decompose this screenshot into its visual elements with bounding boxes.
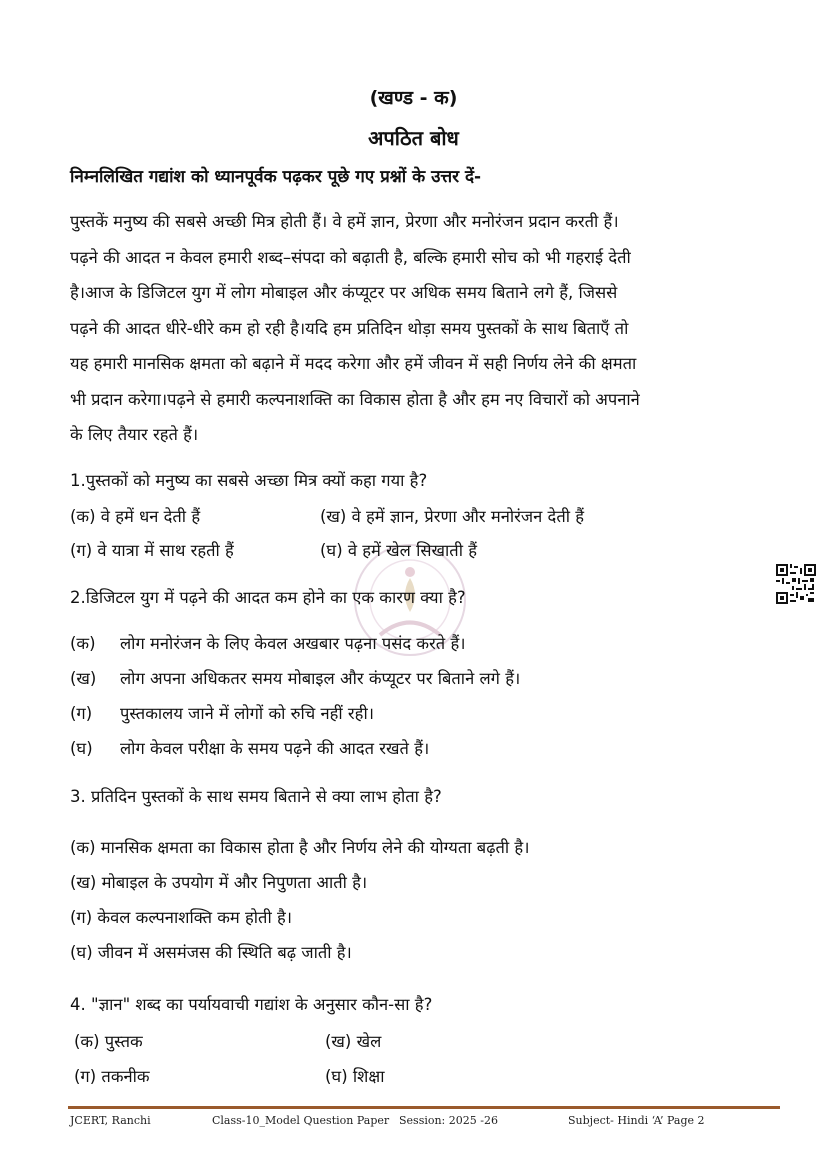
option-label: (ग) bbox=[70, 704, 93, 723]
question-2-option-kha bbox=[70, 666, 520, 689]
question-2-option-ga bbox=[70, 701, 374, 724]
passage-line: के लिए तैयार रहते हैं। bbox=[70, 425, 199, 444]
passage-line: पढ़ने की आदत न केवल हमारी शब्द–संपदा को बढ़ाती है, बल्कि हमारी सोच को भी गहराई देती bbox=[70, 247, 631, 267]
question-4-option-ga: (ग) तकनीक bbox=[74, 1067, 150, 1086]
question-4-option-kha: (ख) खेल bbox=[325, 1032, 382, 1051]
passage-line: यह हमारी मानसिक क्षमता को बढ़ाने में मदद करेगा और हमें जीवन में सही निर्णय लेने की क्षमता bbox=[70, 354, 637, 373]
option-label: (क) bbox=[70, 634, 96, 653]
passage-line: पढ़ने की आदत धीरे-धीरे कम हो रही है।यदि हम प्रतिदिन थोड़ा समय पुस्तकों के साथ बिताएँ तो bbox=[70, 318, 629, 338]
question-2: 2.डिजिटल युग में पढ़ने की आदत कम होने का एक कारण क्या है? bbox=[70, 588, 466, 607]
passage bbox=[70, 204, 775, 453]
footer-subject: Subject- Hindi ‘A’ bbox=[568, 1114, 664, 1127]
question-3-option-ga: (ग) केवल कल्पनाशक्ति कम होती है। bbox=[70, 908, 292, 927]
question-2-option-ka bbox=[70, 631, 465, 654]
section-heading: (खण्ड - क) bbox=[369, 87, 458, 109]
footer-divider bbox=[68, 1106, 780, 1109]
question-1: 1.पुस्तकों को मनुष्य का सबसे अच्छा मित्र क्यों कहा गया है? bbox=[70, 471, 428, 490]
question-4: 4. "ज्ञान" शब्द का पर्यायवाची गद्यांश के अनुसार कौन-सा है? bbox=[70, 995, 433, 1014]
question-3-option-ka: (क) मानसिक क्षमता का विकास होता है और निर्णय लेने की योग्यता बढ़ती है। bbox=[70, 838, 530, 857]
question-4-option-gha: (घ) शिक्षा bbox=[325, 1067, 385, 1086]
question-1-option-gha: (घ) वे हमें खेल सिखाती हैं bbox=[320, 541, 477, 560]
question-1-option-kha: (ख) वे हमें ज्ञान, प्रेरणा और मनोरंजन देती हैं bbox=[320, 507, 585, 526]
question-1-option-ga: (ग) वे यात्रा में साथ रहती हैं bbox=[70, 541, 234, 560]
question-4-option-ka: (क) पुस्तक bbox=[74, 1032, 143, 1051]
footer-page-number: Page 2 bbox=[667, 1114, 705, 1127]
option-text: लोग अपना अधिकतर समय मोबाइल और कंप्यूटर पर बिताने लगे हैं। bbox=[120, 669, 521, 688]
question-2-option-gha bbox=[70, 736, 429, 759]
passage-line: पुस्तकें मनुष्य की सबसे अच्छी मित्र होती हैं। वे हमें ज्ञान, प्रेरणा और मनोरंजन प्रदान करती हैं। bbox=[70, 212, 619, 231]
passage-line: भी प्रदान करेगा।पढ़ने से हमारी कल्पनाशक्ति का विकास होता है और हम नए विचारों को अपनाने bbox=[70, 389, 640, 409]
instruction-text: निम्नलिखित गद्यांश को ध्यानपूर्वक पढ़कर पूछे गए प्रश्नों के उत्तर दें- bbox=[70, 167, 482, 187]
question-3-option-gha: (घ) जीवन में असमंजस की स्थिति बढ़ जाती है। bbox=[70, 943, 352, 962]
page-title: अपठित बोध bbox=[368, 126, 459, 150]
passage-line: है।आज के डिजिटल युग में लोग मोबाइल और कंप्यूटर पर अधिक समय बिताने लगे हैं, जिससे bbox=[70, 283, 618, 302]
question-3-option-kha: (ख) मोबाइल के उपयोग में और निपुणता आती है। bbox=[70, 873, 368, 892]
option-text: लोग मनोरंजन के लिए केवल अखबार पढ़ना पसंद करते हैं। bbox=[120, 634, 466, 653]
option-label: (ख) bbox=[70, 669, 97, 688]
footer-session: Session: 2025 -26 bbox=[399, 1114, 498, 1127]
option-label: (घ) bbox=[70, 739, 93, 758]
footer-org: JCERT, Ranchi bbox=[70, 1114, 151, 1127]
qr-code-icon[interactable] bbox=[776, 564, 816, 604]
option-text: लोग केवल परीक्षा के समय पढ़ने की आदत रखते हैं। bbox=[120, 739, 430, 758]
option-text: पुस्तकालय जाने में लोगों को रुचि नहीं रही। bbox=[120, 704, 374, 723]
question-3: 3. प्रतिदिन पुस्तकों के साथ समय बिताने से क्या लाभ होता है? bbox=[70, 787, 442, 806]
question-1-option-ka: (क) वे हमें धन देती हैं bbox=[70, 507, 201, 526]
footer-paper: Class-10_Model Question Paper bbox=[212, 1114, 390, 1127]
